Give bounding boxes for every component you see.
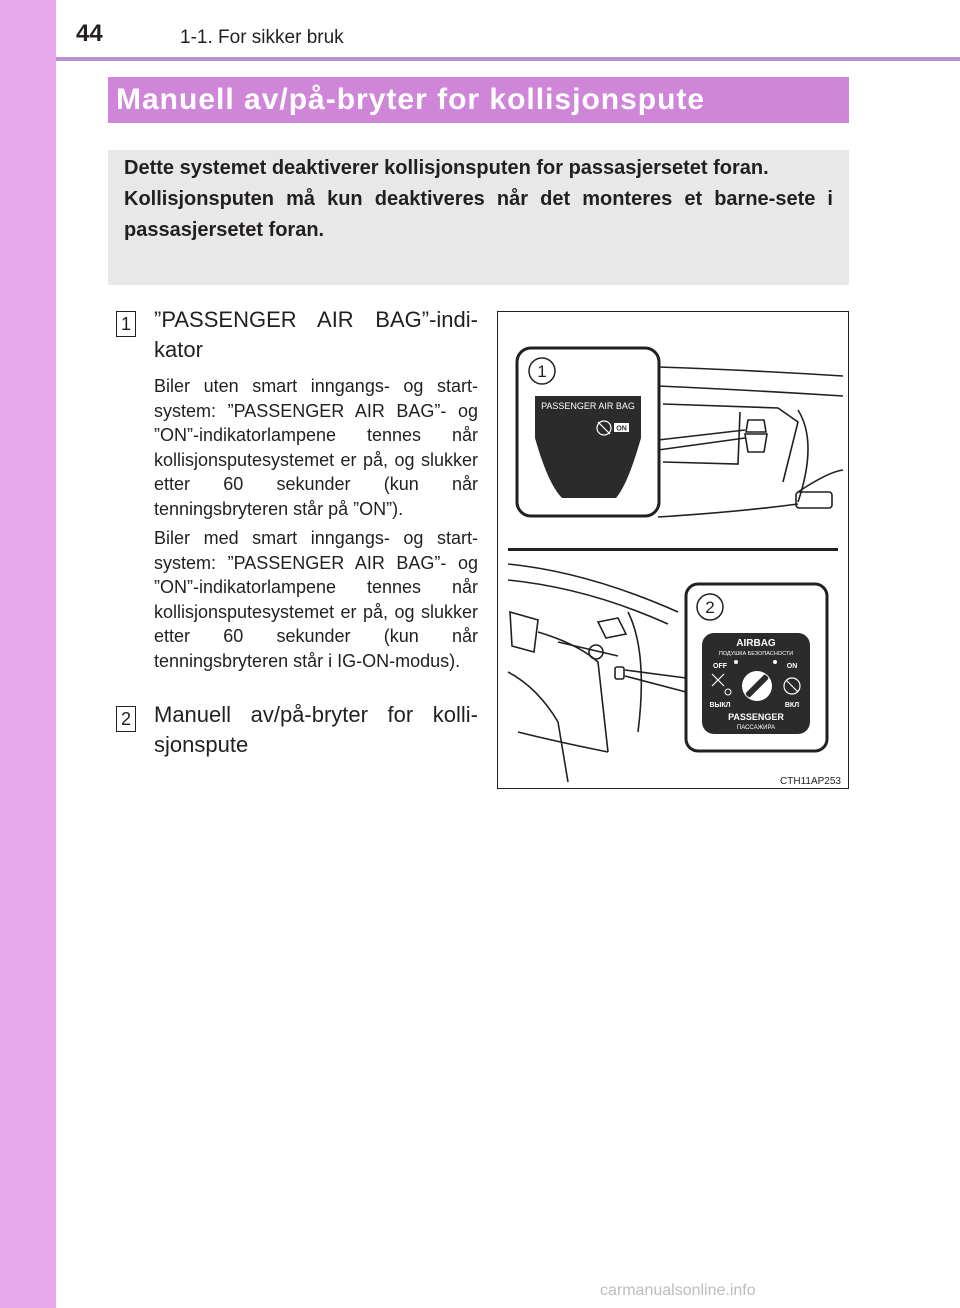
on-dot bbox=[773, 660, 777, 664]
illustration-svg bbox=[498, 312, 848, 788]
item-number-1: 1 bbox=[116, 311, 136, 337]
page-number: 44 bbox=[76, 20, 103, 47]
off-dot bbox=[734, 660, 738, 664]
intro-paragraph-2: Kollisjonsputen må kun deaktiveres når det monteres et barne-sete i passasjersetet foran. bbox=[124, 188, 833, 241]
running-title: 1-1. For sikker bruk bbox=[180, 27, 344, 48]
callout-label-1: 1 bbox=[537, 362, 547, 381]
switch-passenger-ru-label: ПАССАЖИРА bbox=[736, 725, 776, 731]
item-1-paragraph-2: Biler med smart inngangs- og start-system: ”PASSENGER AIR BAG”- og ”ON”-indikatorlampene tennes når kollisjonsputesystemet er på, og slukker etter 60 sekunder (kun når tenningsbryteren står i IG-ON-modus). bbox=[154, 528, 478, 671]
switch-on-ru-label: ВКЛ bbox=[784, 702, 800, 709]
callout-label-2: 2 bbox=[705, 598, 715, 617]
figure-code: CTH11AP253 bbox=[780, 776, 841, 787]
leader-line-2 bbox=[625, 670, 686, 692]
chapter-sidebar bbox=[0, 0, 56, 1308]
item-title-2-line-1: Manuell av/på-bryter for kolli- bbox=[154, 702, 478, 727]
item-title-1 bbox=[154, 305, 478, 365]
figure-divider bbox=[508, 548, 838, 551]
switch-on-label: ON bbox=[786, 663, 798, 670]
intro-paragraph-1: Dette systemet deaktiverer kollisjonsputen for passasjersetet foran. bbox=[124, 157, 769, 179]
dashboard-illustration bbox=[497, 311, 849, 789]
switch-airbag-label: AIRBAG bbox=[736, 638, 776, 649]
section-title: Manuell av/på-bryter for kollisjonspute bbox=[108, 77, 849, 123]
switch-passenger-label: PASSENGER bbox=[728, 712, 784, 722]
switch-off-ru-label: ВЫКЛ bbox=[709, 702, 731, 709]
item-title-2 bbox=[154, 700, 478, 760]
dashboard-lines-top bbox=[658, 367, 843, 517]
switch-airbag-ru-label: ПОДУШКА БЕЗОПАСНОСТИ bbox=[718, 651, 794, 657]
indicator-on-label: ON bbox=[616, 425, 627, 433]
item-title-2-line-2: sjonspute bbox=[154, 732, 249, 757]
leader-line-1 bbox=[658, 430, 745, 450]
switch-off-label: OFF bbox=[713, 663, 727, 670]
item-title-1-line-1: ”PASSENGER AIR BAG”-indi- bbox=[154, 307, 478, 332]
indicator-label: PASSENGER AIR BAG bbox=[541, 401, 635, 411]
header-rule bbox=[56, 57, 960, 61]
item-number-2: 2 bbox=[116, 706, 136, 732]
intro-box bbox=[108, 150, 849, 285]
item-1-paragraph-1: Biler uten smart inngangs- og start-system: ”PASSENGER AIR BAG”- og ”ON”-indikatorlampene tennes når kollisjonsputesystemet er på, og slukker etter 60 sekunder (kun når tenningsbryteren står på ”ON”). bbox=[154, 376, 478, 519]
item-title-1-line-2: kator bbox=[154, 337, 203, 362]
footer-watermark: carmanualsonline.info bbox=[600, 1282, 756, 1299]
